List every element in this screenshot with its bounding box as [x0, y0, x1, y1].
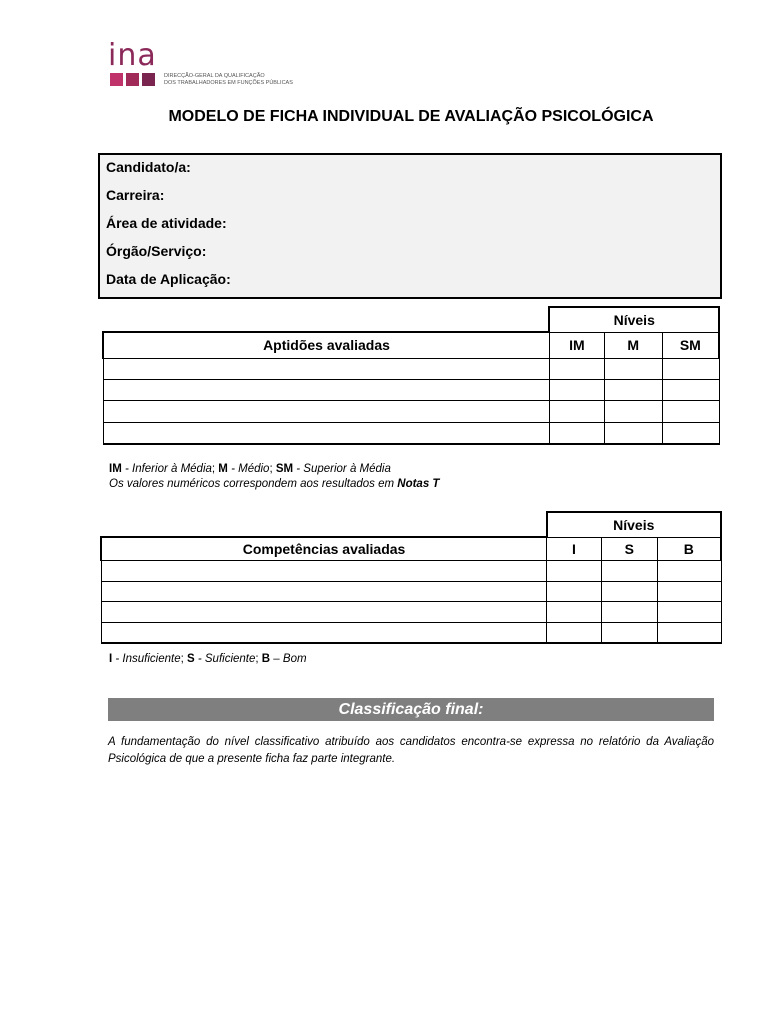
logo-square	[126, 73, 139, 86]
level-cell[interactable]	[549, 400, 604, 422]
level-b: B	[657, 537, 721, 560]
aptidao-cell[interactable]	[103, 422, 549, 444]
field-candidato[interactable]: Candidato/a:	[106, 159, 191, 175]
level-cell[interactable]	[549, 422, 604, 444]
level-cell[interactable]	[604, 379, 662, 400]
level-cell[interactable]	[601, 601, 657, 622]
candidate-info-box	[98, 153, 722, 299]
level-cell[interactable]	[604, 358, 662, 379]
level-cell[interactable]	[662, 400, 719, 422]
field-carreira[interactable]: Carreira:	[106, 187, 165, 203]
table-row	[101, 622, 721, 643]
field-data[interactable]: Data de Aplicação:	[106, 271, 231, 287]
table-row	[103, 379, 719, 400]
table-row	[101, 581, 721, 601]
legend-code: B	[261, 653, 271, 665]
level-cell[interactable]	[547, 581, 602, 601]
legend-text: - Suficiente	[194, 653, 256, 665]
level-cell[interactable]	[547, 601, 602, 622]
page-title: MODELO DE FICHA INDIVIDUAL DE AVALIAÇÃO PSICOLÓGICA	[168, 108, 654, 125]
aptidoes-legend	[109, 462, 439, 492]
aptidoes-levels-label: Níveis	[549, 307, 719, 332]
aptidoes-header: Aptidões avaliadas	[103, 332, 549, 358]
level-cell[interactable]	[601, 560, 657, 581]
level-cell[interactable]	[547, 622, 602, 643]
competencia-cell[interactable]	[101, 622, 547, 643]
level-cell[interactable]	[657, 601, 721, 622]
aptidao-cell[interactable]	[103, 379, 549, 400]
level-cell[interactable]	[549, 379, 604, 400]
field-area[interactable]: Área de atividade:	[106, 215, 227, 231]
legend-notas: Notas T	[397, 478, 440, 490]
logo-square	[110, 73, 123, 86]
level-m: M	[604, 332, 662, 358]
aptidao-cell[interactable]	[103, 400, 549, 422]
table-row	[103, 358, 719, 379]
aptidoes-legend-line1: IM - Inferior à Média; M - Médio; SM - Superior à Média	[109, 463, 391, 475]
table-row	[101, 560, 721, 581]
logo-subtitle	[164, 73, 293, 87]
competencias-levels-label: Níveis	[547, 512, 721, 537]
aptidao-cell[interactable]	[103, 358, 549, 379]
logo-square	[142, 73, 155, 86]
competencia-cell[interactable]	[101, 601, 547, 622]
level-cell[interactable]	[662, 358, 719, 379]
field-orgao[interactable]: Órgão/Serviço:	[106, 243, 207, 259]
legend-text: – Bom	[270, 653, 307, 665]
level-im: IM	[549, 332, 604, 358]
logo-subtitle-line1: DIRECÇÃO-GERAL DA QUALIFICAÇÃO	[164, 73, 265, 79]
level-cell[interactable]	[601, 622, 657, 643]
final-classification-text: A fundamentação do nível classificativo atribuído aos candidatos encontra-se expressa no relatório da Avaliação Psicológica de que a presente ficha faz parte integrante.	[108, 736, 714, 765]
table-row	[103, 400, 719, 422]
table-row	[101, 601, 721, 622]
level-cell[interactable]	[657, 560, 721, 581]
legend-code: IM	[109, 463, 122, 475]
level-cell[interactable]	[662, 422, 719, 444]
level-cell[interactable]	[601, 581, 657, 601]
legend-text: - Insuficiente	[112, 653, 181, 665]
level-cell[interactable]	[604, 422, 662, 444]
legend-text: Os valores numéricos correspondem aos resultados em	[109, 478, 398, 490]
ina-logo	[108, 40, 318, 92]
empty-corner	[103, 307, 549, 332]
aptidoes-table	[102, 306, 720, 445]
logo-squares	[110, 73, 158, 91]
competencias-table	[100, 511, 722, 644]
level-cell[interactable]	[662, 379, 719, 400]
logo-brand: ina	[108, 38, 157, 73]
competencias-header: Competências avaliadas	[101, 537, 547, 560]
level-s: S	[601, 537, 657, 560]
aptidoes-legend-line2	[109, 477, 439, 492]
legend-text: - Médio	[227, 463, 270, 475]
logo-subtitle-line2: DOS TRABALHADORES EM FUNÇÕES PÚBLICAS	[164, 80, 293, 86]
legend-text: - Inferior à Média	[121, 463, 212, 475]
legend-code: M	[218, 463, 228, 475]
level-cell[interactable]	[549, 358, 604, 379]
legend-code: S	[187, 653, 195, 665]
final-classification-banner: Classificação final:	[108, 698, 714, 721]
level-cell[interactable]	[657, 581, 721, 601]
level-cell[interactable]	[604, 400, 662, 422]
competencia-cell[interactable]	[101, 560, 547, 581]
competencias-legend: I - Insuficiente; S - Suficiente; B – Bom	[109, 653, 307, 665]
legend-code: I	[109, 653, 113, 665]
level-cell[interactable]	[657, 622, 721, 643]
legend-text: - Superior à Média	[293, 463, 391, 475]
legend-code: SM	[275, 463, 294, 475]
competencia-cell[interactable]	[101, 581, 547, 601]
level-cell[interactable]	[547, 560, 602, 581]
table-row	[103, 422, 719, 444]
level-i: I	[547, 537, 602, 560]
level-sm: SM	[662, 332, 719, 358]
empty-corner	[101, 512, 547, 537]
